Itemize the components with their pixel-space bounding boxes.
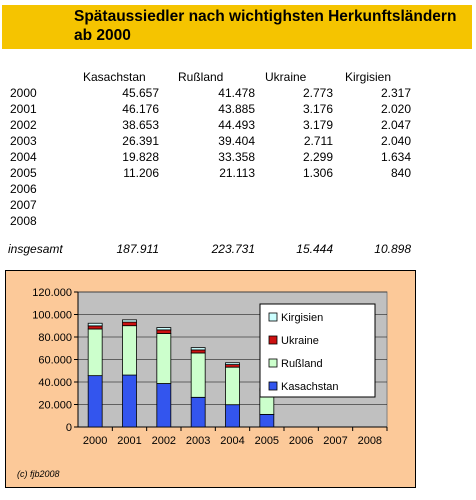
- table-cell: 21.113: [219, 166, 255, 180]
- table-cell: 1.634: [380, 150, 411, 164]
- x-tick-label: 2005: [254, 435, 280, 447]
- y-tick-label: 80.000: [38, 332, 72, 344]
- row-year: 2008: [10, 214, 37, 228]
- x-tick-label: 2007: [323, 435, 348, 447]
- table-cell: 2.040: [380, 134, 411, 148]
- total-label: insgesamt: [8, 242, 63, 256]
- column-header: Kasachstan: [83, 70, 146, 84]
- bar-kirgisien: [191, 348, 205, 350]
- table-cell: 2.020: [380, 102, 411, 116]
- bar-kasachstan: [260, 414, 274, 427]
- bar-kasachstan: [226, 405, 240, 427]
- x-tick-label: 2003: [185, 435, 211, 447]
- y-tick-label: 20.000: [38, 399, 72, 412]
- bar-kasachstan: [88, 376, 102, 427]
- bar-ukraine: [123, 322, 137, 326]
- bar-ru-land: [191, 353, 205, 397]
- bar-kirgisien: [88, 323, 102, 326]
- x-tick-label: 2008: [357, 435, 383, 447]
- table-cell: 3.176: [302, 102, 333, 116]
- page-title: Spätaussiedler nach wichtighsten Herkunftsländern ab 2000: [74, 8, 457, 44]
- row-year: 2004: [10, 150, 37, 164]
- table-cell: 43.885: [218, 102, 255, 116]
- table-cell: 41.478: [218, 86, 255, 100]
- row-year: 2007: [10, 198, 37, 212]
- x-tick-label: 2001: [117, 435, 142, 447]
- table-cell: 45.657: [122, 86, 159, 100]
- table-cell: 19.828: [122, 150, 159, 164]
- table-cell: 38.653: [122, 118, 159, 132]
- table-cell: 3.179: [302, 118, 333, 132]
- y-tick-label: 100.000: [32, 309, 72, 322]
- row-year: 2001: [10, 102, 37, 116]
- bar-kasachstan: [123, 375, 137, 427]
- bar-kirgisien: [123, 320, 137, 322]
- table-cell: 26.391: [122, 134, 159, 148]
- table-cell: 39.404: [218, 134, 255, 148]
- legend-swatch: [269, 382, 277, 390]
- y-tick-label: 40.000: [38, 377, 72, 389]
- bar-ru-land: [123, 326, 137, 375]
- y-tick-label: 60.000: [38, 354, 72, 367]
- y-tick-label: 0: [65, 422, 72, 434]
- table-cell: 11.206: [123, 166, 159, 180]
- table-cell: 2.773: [302, 86, 333, 100]
- legend-label: Kirgisien: [281, 312, 324, 324]
- column-header: Kirgisien: [345, 70, 392, 84]
- table-cell: 33.358: [218, 150, 255, 164]
- column-header: Rußland: [178, 70, 224, 84]
- table-cell: 2.299: [302, 150, 333, 164]
- stacked-bar-chart: [5, 270, 416, 488]
- legend-label: Rußland: [281, 358, 323, 370]
- x-tick-label: 2004: [220, 435, 245, 447]
- bar-ukraine: [157, 330, 171, 334]
- row-year: 2003: [10, 134, 37, 148]
- credit-label: (c) fjb2008: [17, 469, 60, 479]
- table-cell: 2.317: [380, 86, 411, 100]
- bar-ukraine: [191, 350, 205, 353]
- y-tick-label: 120.000: [32, 287, 72, 299]
- bar-kirgisien: [157, 328, 171, 330]
- legend-swatch: [269, 359, 277, 367]
- table-cell: 840: [390, 166, 411, 180]
- table-cell: 2.047: [380, 118, 411, 132]
- table-cell: 2.711: [303, 134, 333, 148]
- legend-swatch: [269, 313, 277, 321]
- bar-kirgisien: [226, 363, 240, 365]
- x-tick-label: 2000: [82, 435, 108, 447]
- row-year: 2005: [10, 166, 37, 180]
- bar-ru-land: [88, 329, 102, 376]
- x-tick-label: 2002: [151, 435, 177, 447]
- total-cell: 187.911: [116, 242, 159, 256]
- bar-ru-land: [157, 333, 171, 383]
- row-year: 2000: [10, 86, 37, 100]
- total-cell: 223.731: [211, 242, 255, 256]
- row-year: 2006: [10, 182, 37, 196]
- x-tick-label: 2006: [288, 435, 314, 447]
- total-cell: 10.898: [374, 242, 411, 256]
- table-cell: 46.176: [122, 102, 159, 116]
- bar-ukraine: [88, 326, 102, 329]
- legend-swatch: [269, 336, 277, 344]
- row-year: 2002: [10, 118, 37, 132]
- legend-label: Kasachstan: [281, 381, 339, 393]
- bar-ru-land: [226, 367, 240, 405]
- total-cell: 15.444: [296, 242, 333, 256]
- bar-kasachstan: [157, 384, 171, 427]
- bar-kasachstan: [191, 397, 205, 427]
- table-cell: 44.493: [218, 118, 255, 132]
- column-header: Ukraine: [265, 70, 307, 84]
- legend-label: Ukraine: [281, 335, 319, 347]
- table-cell: 1.306: [302, 166, 333, 180]
